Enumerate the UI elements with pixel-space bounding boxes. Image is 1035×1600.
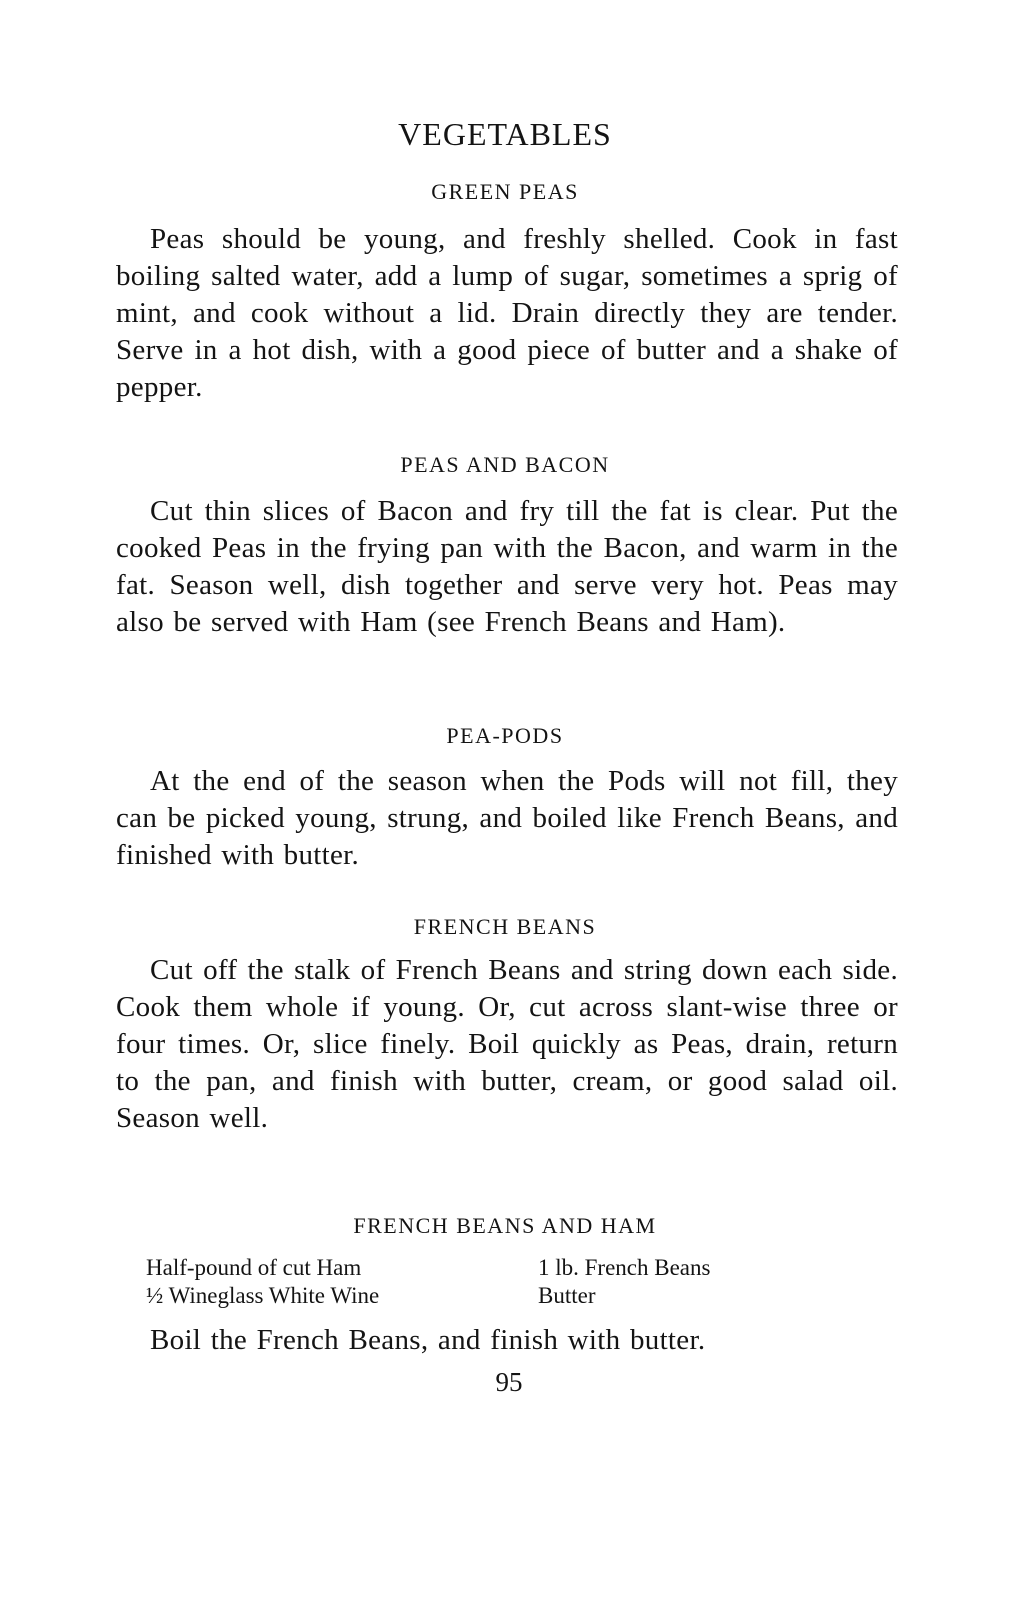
section-heading-french-beans: FRENCH BEANS [413,914,597,939]
ingredient-item: ½ Wineglass White Wine [146,1283,380,1308]
paragraph-pea-pods: At the end of the season when the Pods will not fill, they can be picked young, strung, and boiled like French Beans, and finished with butter. [116,765,898,871]
chapter-title: VEGETABLES [398,116,612,152]
ingredients-row [146,1254,846,1282]
section-heading-pea-pods: PEA-PODS [446,723,564,748]
paragraph-french-beans-and-ham: Boil the French Beans, and finish with butter. [150,1324,706,1356]
ingredients-list [146,1254,846,1310]
ingredients-row [146,1282,846,1310]
ingredient-item: Butter [538,1283,596,1308]
page-number: 95 [495,1367,523,1397]
section-heading-french-beans-and-ham: FRENCH BEANS AND HAM [353,1213,657,1238]
paragraph-french-beans: Cut off the stalk of French Beans and string down each side. Cook them whole if young. Or, cut across slant-wise three or four times. Or, slice finely. Boil quickly as Peas, drain, return to the pan, and finish with butter, cream, or good salad oil. Season well. [116,954,898,1134]
section-heading-peas-and-bacon: PEAS AND BACON [400,452,610,477]
paragraph-green-peas: Peas should be young, and freshly shelled. Cook in fast boiling salted water, add a lump of sugar, sometimes a sprig of mint, and cook without a lid. Drain directly they are tender. Serve in a hot dish, with a good piece of butter and a shake of pepper. [116,223,898,403]
ingredient-item: Half-pound of cut Ham [146,1255,362,1280]
ingredient-item: 1 lb. French Beans [538,1255,711,1280]
paragraph-peas-and-bacon: Cut thin slices of Bacon and fry till the fat is clear. Put the cooked Peas in the frying pan with the Bacon, and warm in the fat. Season well, dish together and serve very hot. Peas may also be served with Ham (see French Beans and Ham). [116,495,898,638]
section-heading-green-peas: GREEN PEAS [431,179,579,204]
